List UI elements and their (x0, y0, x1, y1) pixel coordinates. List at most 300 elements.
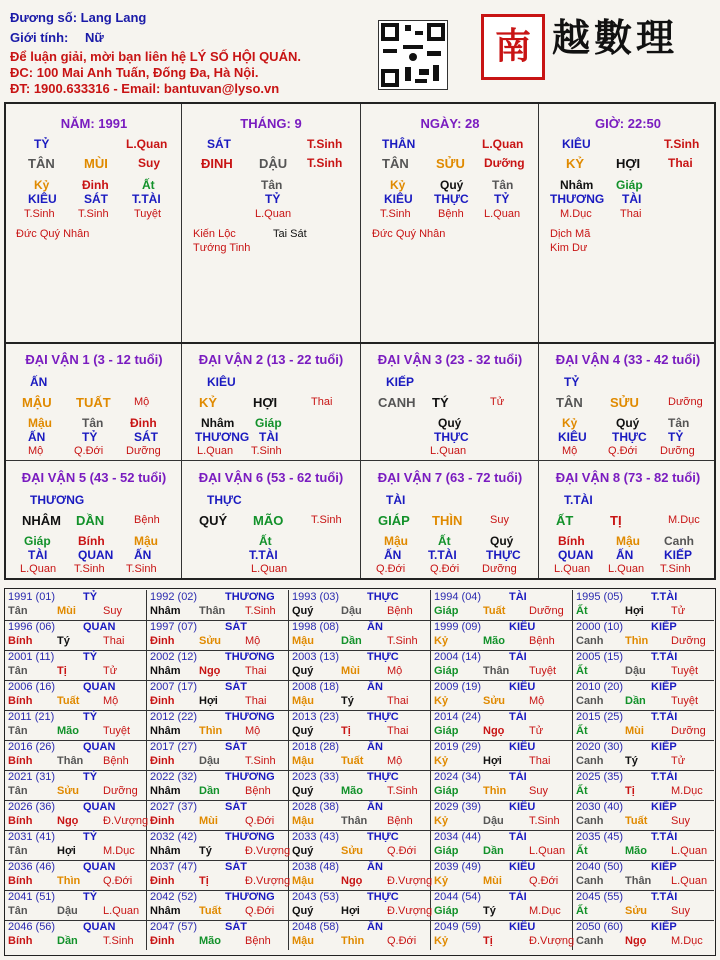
pillar-top-label: L.Quan (482, 137, 524, 151)
annual-year: 2039 (49) (434, 861, 482, 873)
luck-ten-god: THỰC (207, 493, 242, 507)
annual-stem: Mậu (292, 815, 314, 827)
annual-branch: Tý (57, 635, 70, 647)
annual-pillar-cell (289, 680, 431, 711)
annual-stem: Kỷ (434, 875, 449, 887)
annual-ten-god: THƯƠNG (225, 711, 275, 723)
hidden-stem: Kỷ (390, 178, 406, 192)
luck-ten-god: THƯƠNG (30, 493, 85, 507)
annual-stem: Tân (8, 785, 28, 797)
annual-pillar-cell (573, 890, 714, 921)
annual-year: 2029 (39) (434, 801, 482, 813)
life-stage: Thai (620, 208, 642, 220)
annual-ten-god: KIÊU (509, 681, 536, 693)
annual-branch: Sửu (341, 845, 364, 857)
annual-pillar-cell (5, 650, 147, 681)
annual-ten-god: T.TÀI (651, 651, 678, 663)
annual-branch: Dần (483, 845, 504, 857)
annual-stem: Giáp (434, 845, 459, 857)
pillar-title: THÁNG: 9 (240, 116, 302, 131)
luck-stem: ẤT (556, 513, 574, 528)
annual-ten-god: THƯƠNG (225, 651, 275, 663)
luck-hidden-stage: Dưỡng (660, 445, 695, 457)
annual-year: 2017 (27) (150, 741, 198, 753)
luck-branch: TUẤT (76, 395, 111, 410)
hidden-stem: Tân (261, 178, 283, 192)
annual-pillar-cell (147, 770, 289, 801)
phone-email-line: ĐT: 1900.633316 - Email: bantuvan@lyso.vn (10, 81, 280, 96)
annual-year: 2002 (12) (150, 651, 198, 663)
hidden-god: TỶ (265, 192, 281, 206)
annual-stage: Thai (387, 725, 409, 737)
luck-branch: TÝ (432, 395, 449, 410)
annual-year: 2031 (41) (8, 831, 56, 843)
luck-hidden-god: SÁT (134, 430, 158, 444)
hidden-god: THƯƠNG (550, 192, 605, 206)
annual-branch: Ngọ (341, 875, 363, 887)
annual-stage: Mộ (387, 755, 403, 767)
luck-pillars-panel (4, 342, 716, 580)
annual-ten-god: THỰC (367, 651, 399, 663)
luck-hidden-god: QUAN (78, 548, 114, 562)
annual-branch: Mùi (199, 815, 218, 827)
annual-branch: Sửu (57, 785, 80, 797)
luck-stem: TÂN (556, 395, 583, 410)
annual-ten-god: QUAN (83, 801, 116, 813)
annual-stage: Tử (103, 665, 118, 677)
annual-stem: Nhâm (150, 845, 181, 857)
annual-stage: Dưỡng (529, 605, 564, 617)
annual-stem: Tân (8, 605, 28, 617)
annual-year: 2013 (23) (292, 711, 340, 723)
annual-branch: Hợi (625, 605, 644, 617)
annual-ten-god: THƯƠNG (225, 831, 275, 843)
annual-branch: Thìn (483, 785, 507, 797)
annual-year: 2026 (36) (8, 801, 56, 813)
annual-pillar-cell (147, 860, 289, 891)
annual-stem: Quý (292, 905, 314, 917)
annual-stage: Tuyệt (671, 665, 699, 677)
annual-pillar-cell (5, 800, 147, 831)
luck-hidden-god: THỰC (486, 548, 521, 562)
life-stage: L.Quan (255, 208, 292, 220)
annual-branch: Tuất (57, 695, 80, 707)
annual-stem: Mậu (292, 755, 314, 767)
annual-ten-god: T.TÀI (651, 891, 678, 903)
annual-branch: Mùi (625, 725, 644, 737)
annual-year: 2004 (14) (434, 651, 482, 663)
annual-stem: Tân (8, 905, 28, 917)
pillar-top-label: L.Quan (126, 137, 168, 151)
annual-stage: Đ.Vượng (387, 905, 433, 917)
annual-stem: Bính (8, 875, 33, 887)
luck-stem: QUÝ (199, 513, 228, 528)
annual-pillar-cell (147, 650, 289, 681)
hidden-stem: Giáp (616, 178, 643, 192)
annual-pillar-cell (147, 740, 289, 771)
pillar-top-label: THÂN (382, 137, 416, 151)
luck-hidden-stem: Mậu (134, 534, 158, 548)
luck-hidden-stem: Tân (668, 416, 690, 430)
annual-pillar-cell (147, 890, 289, 921)
annual-stem: Tân (8, 845, 28, 857)
annual-ten-god: T.TÀI (651, 591, 678, 603)
annual-pillar-cell (5, 740, 147, 771)
annual-year: 2038 (48) (292, 861, 340, 873)
annual-year: 2030 (40) (576, 801, 624, 813)
luck-branch: DẦN (76, 513, 105, 528)
annual-year: 2001 (11) (8, 651, 55, 663)
star-name: Tai Sát (273, 228, 307, 240)
annual-branch: Mão (341, 785, 363, 797)
annual-branch: Tị (341, 725, 351, 737)
annual-branch: Hợi (483, 755, 502, 767)
luck-hidden-god: ẤN (28, 430, 46, 444)
annual-year: 1991 (01) (8, 591, 56, 603)
annual-branch: Mão (483, 635, 505, 647)
annual-stem: Nhâm (150, 725, 181, 737)
luck-branch: SỬU (610, 395, 639, 410)
annual-stem: Giáp (434, 905, 459, 917)
annual-branch: Tị (625, 785, 635, 797)
annual-branch: Thân (199, 605, 226, 617)
luck-hidden-god: THƯƠNG (195, 430, 250, 444)
annual-stem: Bính (8, 935, 33, 947)
annual-year: 2021 (31) (8, 771, 56, 783)
annual-stage: T.Sinh (245, 605, 276, 617)
annual-ten-god: QUAN (83, 621, 116, 633)
annual-ten-god: QUAN (83, 741, 116, 753)
luck-hidden-god: T.TÀI (428, 548, 457, 562)
annual-branch: Tý (483, 905, 496, 917)
annual-ten-god: SÁT (225, 741, 247, 753)
annual-branch: Ngọ (199, 665, 221, 677)
luck-hidden-stage: Q.Đới (430, 563, 460, 575)
annual-branch: Dần (57, 935, 78, 947)
luck-hidden-stem: Tân (82, 416, 104, 430)
annual-stage: Dưỡng (103, 785, 138, 797)
annual-branch: Dần (341, 635, 362, 647)
annual-year: 1998 (08) (292, 621, 340, 633)
annual-stem: Nhâm (150, 665, 181, 677)
annual-year: 2007 (17) (150, 681, 198, 693)
pillar-top-label: TỶ (34, 137, 50, 151)
luck-hidden-stage: Q.Đới (74, 445, 104, 457)
annual-branch: Thìn (57, 875, 81, 887)
pillar-title: NGÀY: 28 (420, 116, 480, 131)
annual-ten-god: TỶ (83, 651, 98, 663)
annual-branch: Dậu (341, 605, 362, 617)
address-line: ĐC: 100 Mai Anh Tuấn, Đống Đa, Hà Nội. (10, 65, 259, 80)
annual-stem: Bính (8, 755, 33, 767)
annual-branch: Mùi (483, 875, 502, 887)
hidden-stem: Đinh (82, 178, 109, 192)
annual-stage: Suy (529, 785, 548, 797)
annual-year: 2016 (26) (8, 741, 56, 753)
annual-pillar-cell (573, 800, 714, 831)
life-stage: L.Quan (484, 208, 521, 220)
annual-year: 2005 (15) (576, 651, 624, 663)
annual-ten-god: THƯƠNG (225, 891, 275, 903)
annual-stage: Q.Đới (245, 905, 275, 917)
luck-hidden-stem: Quý (438, 416, 462, 430)
luck-hidden-god: ẤN (384, 548, 402, 562)
luck-hidden-stage: L.Quan (554, 563, 591, 575)
annual-stage: L.Quan (529, 845, 566, 857)
hidden-stem: Kỷ (34, 178, 50, 192)
annual-ten-god: TÀI (509, 891, 527, 903)
annual-ten-god: THƯƠNG (225, 771, 275, 783)
annual-year: 2012 (22) (150, 711, 198, 723)
annual-stage: M.Dục (103, 845, 135, 857)
annual-ten-god: TỶ (83, 771, 98, 783)
pillar-main-label: T.Sinh (307, 156, 343, 170)
annual-year: 2006 (16) (8, 681, 56, 693)
annual-ten-god: KIẾP (651, 681, 677, 693)
annual-stem: Mậu (292, 635, 314, 647)
annual-pillar-cell (289, 830, 431, 861)
annual-stem: Mậu (292, 935, 314, 947)
annual-pillar-cell (573, 770, 714, 801)
annual-branch: Mão (625, 845, 647, 857)
annual-pillar-cell (147, 800, 289, 831)
luck-hidden-stage: T.Sinh (74, 563, 105, 575)
annual-stage: Đ.Vượng (245, 845, 291, 857)
annual-stem: Nhâm (150, 605, 181, 617)
luck-hidden-stem: Giáp (255, 416, 282, 430)
annual-stage: L.Quan (103, 905, 140, 917)
annual-stem: Bính (8, 815, 33, 827)
annual-stage: Đ.Vượng (529, 935, 575, 947)
annual-branch: Sửu (199, 635, 222, 647)
luck-hidden-stage: Mộ (562, 445, 578, 457)
annual-branch: Thìn (625, 635, 649, 647)
luck-hidden-stem: Mậu (616, 534, 640, 548)
luck-pillar-title: ĐẠI VẬN 3 (23 - 32 tuổi) (377, 352, 523, 367)
annual-year: 2032 (42) (150, 831, 198, 843)
annual-ten-god: THỰC (367, 591, 399, 603)
annual-stem: Ất (576, 845, 588, 857)
luck-hidden-god: KIÊU (558, 430, 587, 444)
luck-pillar-title: ĐẠI VẬN 6 (53 - 62 tuổi) (198, 470, 344, 485)
luck-hidden-stage: Dưỡng (126, 445, 161, 457)
star-name: Đức Quý Nhân (372, 228, 446, 240)
luck-hidden-stage: L.Quan (608, 563, 645, 575)
annual-year: 2023 (33) (292, 771, 340, 783)
pillar-main-label: HỢI (616, 156, 641, 171)
luck-hidden-god: KIẾP (664, 548, 693, 562)
gender-label: Giới tính: (10, 30, 69, 45)
annual-ten-god: KIÊU (509, 861, 536, 873)
annual-pillar-cell (431, 680, 573, 711)
annual-stem: Kỷ (434, 935, 449, 947)
hidden-god: SÁT (84, 192, 108, 206)
life-stage: T.Sinh (380, 208, 411, 220)
annual-stage: Thai (103, 635, 125, 647)
annual-pillar-cell (289, 590, 431, 621)
annual-year: 2024 (34) (434, 771, 482, 783)
annual-pillar-cell (289, 740, 431, 771)
annual-stem: Kỷ (434, 815, 449, 827)
annual-year: 1994 (04) (434, 591, 482, 603)
annual-branch: Mão (57, 725, 79, 737)
annual-branch: Ngọ (483, 725, 505, 737)
annual-ten-god: ẤN (367, 741, 383, 753)
annual-year: 2047 (57) (150, 921, 198, 933)
annual-year: 2037 (47) (150, 861, 198, 873)
annual-ten-god: TÀI (509, 651, 527, 663)
annual-year: 2050 (60) (576, 921, 624, 933)
annual-ten-god: THƯƠNG (225, 591, 275, 603)
luck-hidden-god: TÀI (28, 548, 48, 562)
annual-ten-god: SÁT (225, 681, 247, 693)
annual-stage: Đ.Vượng (245, 875, 291, 887)
annual-ten-god: TỶ (83, 711, 98, 723)
annual-pillar-cell (5, 620, 147, 651)
luck-hidden-stage: Q.Đới (608, 445, 638, 457)
annual-pillar-cell (573, 680, 714, 711)
hidden-god: T.TÀI (132, 192, 161, 206)
annual-branch: Dậu (625, 665, 646, 677)
annual-branch: Tuất (199, 905, 222, 917)
annual-stem: Canh (576, 755, 604, 767)
annual-pillar-cell (5, 710, 147, 741)
red-seal-stamp: 南 (481, 14, 545, 80)
annual-stage: Suy (103, 605, 122, 617)
annual-stem: Mậu (292, 695, 314, 707)
luck-stage: Bệnh (134, 514, 160, 526)
annual-stem: Canh (576, 695, 604, 707)
annual-pillar-cell (147, 620, 289, 651)
annual-year: 2042 (52) (150, 891, 198, 903)
annual-pillar-cell (289, 650, 431, 681)
annual-branch: Thìn (341, 935, 365, 947)
annual-stage: Q.Đới (245, 815, 275, 827)
annual-branch: Ngọ (57, 815, 79, 827)
luck-hidden-god: TÀI (259, 430, 279, 444)
annual-pillar-cell (431, 650, 573, 681)
annual-ten-god: SÁT (225, 621, 247, 633)
annual-stem: Bính (8, 695, 33, 707)
annual-branch: Thân (625, 875, 652, 887)
annual-stage: Thai (245, 665, 267, 677)
qr-code-icon (378, 20, 448, 90)
luck-hidden-god: T.TÀI (249, 548, 278, 562)
luck-ten-god: ẤN (30, 375, 48, 389)
pillar-top-label: KIÊU (562, 137, 591, 151)
luck-stem: GIÁP (378, 513, 410, 528)
annual-pillar-cell (5, 680, 147, 711)
annual-ten-god: T.TÀI (651, 831, 678, 843)
annual-pillar-cell (431, 710, 573, 741)
annual-year: 1993 (03) (292, 591, 340, 603)
annual-year: 2014 (24) (434, 711, 482, 723)
annual-stem: Ất (576, 905, 588, 917)
annual-stage: Q.Đới (529, 875, 559, 887)
annual-ten-god: SÁT (225, 921, 247, 933)
annual-stem: Nhâm (150, 905, 181, 917)
annual-stem: Giáp (434, 785, 459, 797)
annual-stem: Bính (8, 635, 33, 647)
annual-stage: Bệnh (387, 605, 413, 617)
luck-hidden-stem: Canh (664, 534, 694, 548)
luck-branch: MÃO (253, 513, 284, 528)
luck-hidden-god: ẤN (134, 548, 152, 562)
annual-ten-god: KIÊU (509, 741, 536, 753)
annual-pillar-cell (573, 710, 714, 741)
annual-year: 2003 (13) (292, 651, 340, 663)
luck-branch: HỢI (253, 395, 278, 410)
annual-stage: Mộ (245, 635, 261, 647)
luck-stem: NHÂM (22, 513, 61, 528)
pillar-title: GIỜ: 22:50 (594, 116, 661, 131)
annual-year: 2048 (58) (292, 921, 340, 933)
pillar-main-label: MÙI (84, 156, 108, 171)
luck-hidden-god: ẤN (616, 548, 634, 562)
annual-pillar-cell (431, 620, 573, 651)
annual-branch: Hợi (57, 845, 76, 857)
annual-stage: Mộ (387, 665, 403, 677)
annual-pillar-cell (431, 590, 573, 621)
annual-year: 1995 (05) (576, 591, 624, 603)
annual-year: 2028 (38) (292, 801, 340, 813)
pillar-top-label: SÁT (207, 137, 231, 151)
pillar-top-label: T.Sinh (307, 137, 343, 151)
luck-stage: Dưỡng (668, 396, 703, 408)
annual-stage: T.Sinh (103, 935, 134, 947)
luck-hidden-god: TỶ (82, 430, 98, 444)
annual-year: 2045 (55) (576, 891, 624, 903)
annual-branch: Tý (625, 755, 638, 767)
annual-stem: Ất (576, 665, 588, 677)
annual-branch: Tị (483, 935, 493, 947)
annual-stem: Giáp (434, 605, 459, 617)
annual-year: 1996 (06) (8, 621, 56, 633)
luck-pillar-title: ĐẠI VẬN 7 (63 - 72 tuổi) (377, 470, 523, 485)
annual-pillar-cell (289, 860, 431, 891)
annual-year: 2020 (30) (576, 741, 624, 753)
annual-branch: Dần (199, 785, 220, 797)
luck-stage: Tử (490, 396, 505, 408)
pillar-main-label: Suy (138, 156, 161, 170)
annual-stem: Quý (292, 665, 314, 677)
annual-stage: Bệnh (103, 755, 129, 767)
annual-pillar-cell (147, 830, 289, 861)
hidden-stem: Quý (440, 178, 464, 192)
annual-branch: Mão (199, 935, 221, 947)
annual-year: 2022 (32) (150, 771, 198, 783)
annual-stage: Tuyệt (529, 665, 557, 677)
annual-ten-god: SÁT (225, 801, 247, 813)
annual-stage: T.Sinh (529, 815, 560, 827)
annual-year: 2009 (19) (434, 681, 482, 693)
luck-stage: Thai (311, 396, 333, 408)
pillar-main-label: DẬU (259, 156, 288, 171)
luck-hidden-stem: Đinh (130, 416, 157, 430)
annual-ten-god: KIẾP (651, 741, 677, 753)
annual-stage: Dưỡng (671, 725, 706, 737)
annual-ten-god: TỶ (83, 831, 98, 843)
luck-hidden-god: QUAN (558, 548, 594, 562)
luck-hidden-god: THỰC (612, 430, 647, 444)
luck-stage: Suy (490, 514, 509, 526)
hidden-god: TÀI (622, 192, 642, 206)
annual-stem: Canh (576, 875, 604, 887)
luck-hidden-god: TỶ (668, 430, 684, 444)
star-name: Tướng Tinh (193, 242, 251, 254)
luck-pillar-title: ĐẠI VẬN 8 (73 - 82 tuổi) (555, 470, 701, 485)
hidden-stem: Tân (492, 178, 514, 192)
